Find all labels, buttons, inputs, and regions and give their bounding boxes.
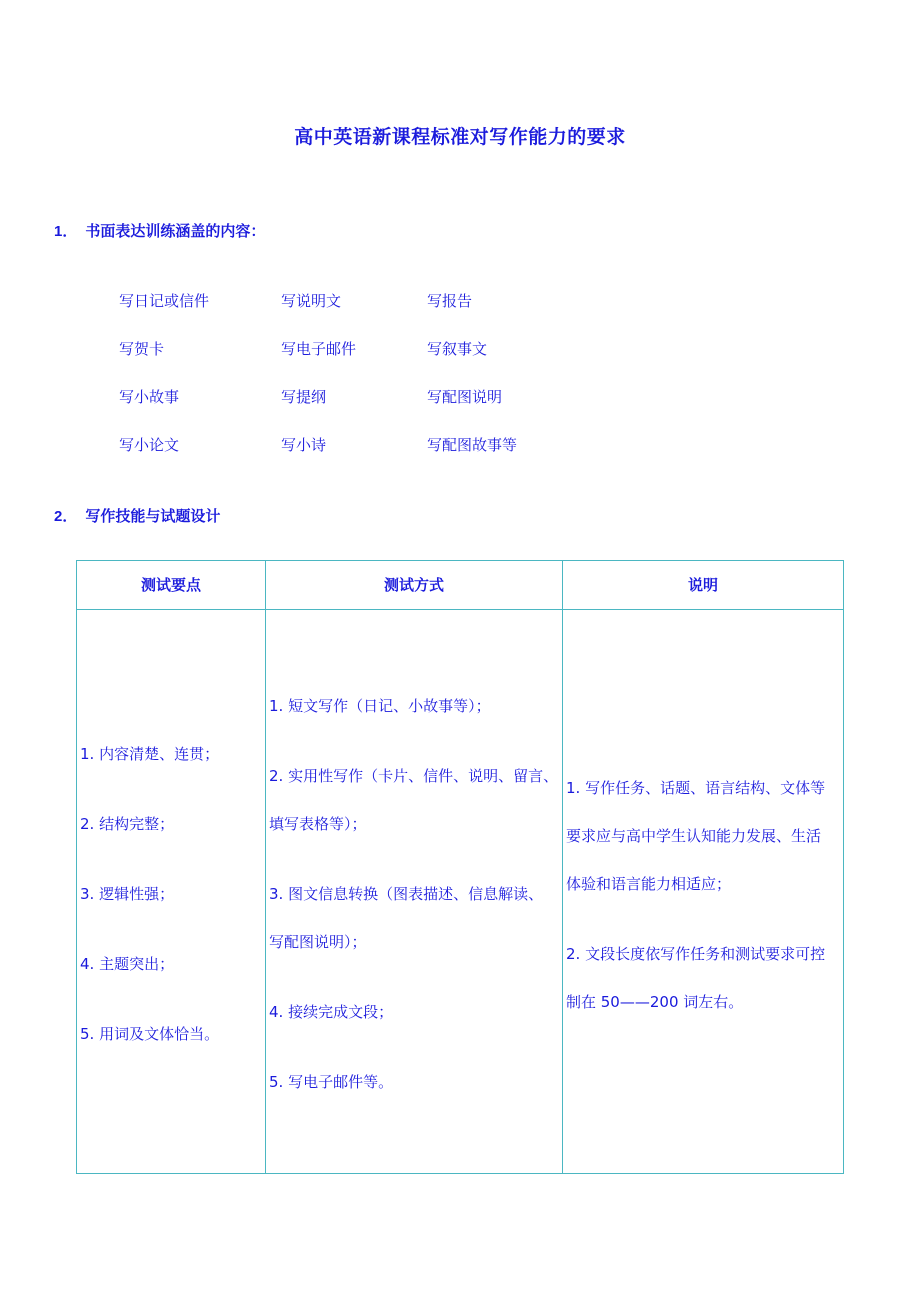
- writing-type-item: 写贺卡: [119, 340, 165, 358]
- section-2-number: 2．: [54, 508, 78, 525]
- test-point-line: 2. 结构完整；: [80, 815, 175, 833]
- writing-type-item: 写电子邮件: [281, 340, 357, 358]
- test-method-line: 2. 实用性写作（卡片、信件、说明、留言、: [269, 767, 559, 785]
- writing-type-item: 写提纲: [281, 388, 327, 406]
- writing-type-item: 写小论文: [119, 436, 180, 454]
- skills-table: [76, 560, 844, 1174]
- notes-line: 2. 文段长度依写作任务和测试要求可控: [566, 945, 826, 963]
- table-header-test-points: 测试要点: [140, 576, 201, 594]
- page-title: 高中英语新课程标准对写作能力的要求: [294, 126, 626, 148]
- table-header-test-method: 测试方式: [383, 576, 444, 594]
- writing-type-item: 写小故事: [119, 388, 180, 406]
- test-method-line: 3. 图文信息转换（图表描述、信息解读、: [269, 885, 544, 903]
- test-method-line: 填写表格等）；: [269, 815, 367, 833]
- writing-type-item: 写报告: [427, 292, 473, 310]
- notes-line: 制在 50——200 词左右。: [566, 993, 744, 1011]
- test-method-line: 写配图说明）；: [269, 933, 367, 951]
- notes-line: 1. 写作任务、话题、语言结构、文体等: [566, 779, 826, 797]
- test-method-line: 4. 接续完成文段；: [269, 1003, 394, 1021]
- section-2-title: 写作技能与试题设计: [85, 507, 221, 525]
- table-header-notes: 说明: [687, 576, 718, 594]
- section-1-number: 1．: [54, 223, 78, 240]
- test-point-line: 5. 用词及文体恰当。: [80, 1025, 220, 1043]
- test-point-line: 3. 逻辑性强；: [80, 885, 175, 903]
- notes-line: 要求应与高中学生认知能力发展、生活: [566, 827, 822, 845]
- writing-type-item: 写说明文: [281, 292, 342, 310]
- section-2-heading: [54, 505, 220, 526]
- test-method-line: 1. 短文写作（日记、小故事等）；: [269, 697, 491, 715]
- table-divider: [562, 561, 563, 1173]
- test-method-line: 5. 写电子邮件等。: [269, 1073, 394, 1091]
- section-1-title: 书面表达训练涵盖的内容：: [85, 222, 266, 240]
- writing-type-item: 写叙事文: [427, 340, 488, 358]
- table-divider: [77, 609, 843, 610]
- notes-line: 体验和语言能力相适应；: [566, 875, 732, 893]
- writing-type-item: 写日记或信件: [119, 292, 210, 310]
- writing-type-item: 写小诗: [281, 436, 327, 454]
- test-point-line: 4. 主题突出；: [80, 955, 175, 973]
- test-point-line: 1. 内容清楚、连贯；: [80, 745, 220, 763]
- section-1-heading: [54, 220, 265, 241]
- writing-type-item: 写配图说明: [427, 388, 503, 406]
- writing-type-item: 写配图故事等: [427, 436, 518, 454]
- table-divider: [265, 561, 266, 1173]
